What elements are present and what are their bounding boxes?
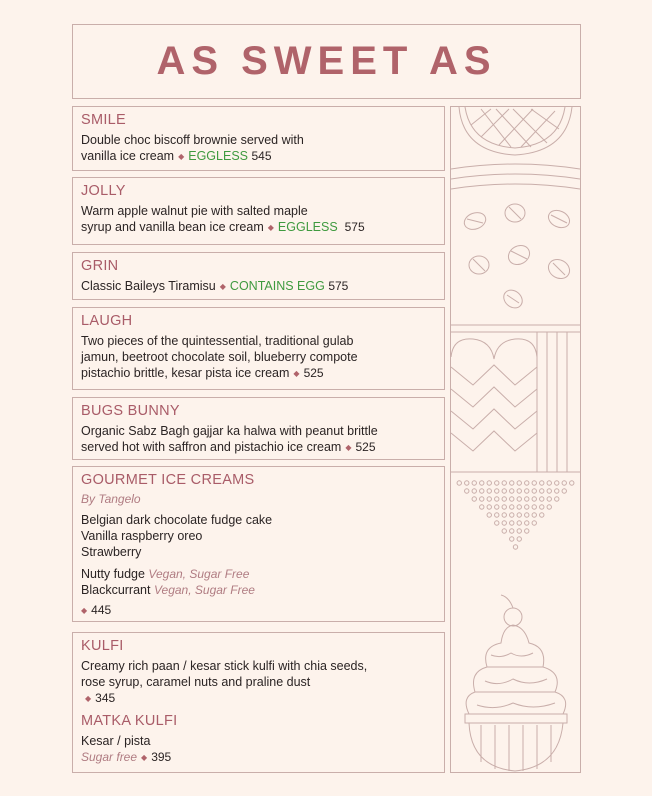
pattern-dot bbox=[502, 529, 506, 533]
pattern-dot bbox=[510, 521, 514, 525]
pattern-dot bbox=[472, 489, 476, 493]
item-name: GRIN bbox=[81, 258, 119, 274]
pattern-dot bbox=[487, 489, 491, 493]
item-price: 345 bbox=[95, 691, 116, 705]
desc-line: Kesar / pista bbox=[81, 734, 151, 748]
pattern-dot bbox=[465, 481, 469, 485]
pattern-dot bbox=[495, 521, 499, 525]
pattern-dot bbox=[495, 513, 499, 517]
menu-item-grin bbox=[72, 252, 445, 300]
pattern-dot bbox=[487, 497, 491, 501]
title-box bbox=[72, 24, 581, 99]
eggless-tag: EGGLESS bbox=[188, 149, 248, 163]
pattern-dot bbox=[502, 521, 506, 525]
pattern-dot bbox=[570, 481, 574, 485]
pattern-dot bbox=[525, 521, 529, 525]
item-desc bbox=[81, 278, 436, 295]
menu-item-jolly bbox=[72, 177, 445, 245]
pattern-dot bbox=[487, 481, 491, 485]
dessert-illustrations bbox=[451, 107, 580, 772]
vegan-flavour-list bbox=[81, 566, 436, 598]
pattern-dot bbox=[495, 505, 499, 509]
diamond-icon: ◆ bbox=[85, 694, 92, 703]
pattern-dot bbox=[517, 489, 521, 493]
pattern-dot bbox=[480, 497, 484, 501]
pattern-dot bbox=[517, 529, 521, 533]
pattern-dot bbox=[465, 489, 469, 493]
pattern-dot bbox=[517, 513, 521, 517]
desc-line: Double choc biscoff brownie served with bbox=[81, 133, 304, 147]
pattern-dot bbox=[555, 489, 559, 493]
flavour: Vanilla raspberry oreo bbox=[81, 529, 203, 543]
desc-line: pistachio brittle, kesar pista ice cream bbox=[81, 366, 290, 380]
menu-item-bugs-bunny bbox=[72, 397, 445, 460]
item-price: 545 bbox=[251, 149, 272, 163]
flavour-list bbox=[81, 512, 436, 560]
item-desc bbox=[81, 203, 436, 236]
flavour-note: Vegan, Sugar Free bbox=[153, 583, 255, 597]
menu-item-kulfi bbox=[72, 632, 445, 773]
item-price: 525 bbox=[303, 366, 324, 380]
item-name: GOURMET ICE CREAMS bbox=[81, 472, 255, 488]
pattern-dot bbox=[525, 505, 529, 509]
pattern-dot bbox=[502, 481, 506, 485]
pattern-dot bbox=[480, 505, 484, 509]
pattern-dot bbox=[517, 497, 521, 501]
diamond-icon: ◆ bbox=[141, 753, 148, 762]
pattern-dot bbox=[555, 481, 559, 485]
pattern-dot bbox=[517, 481, 521, 485]
pattern-dot bbox=[517, 505, 521, 509]
pie-icon bbox=[459, 107, 572, 155]
pattern-dot bbox=[547, 497, 551, 501]
item-name: LAUGH bbox=[81, 313, 133, 329]
ice-cream-sundae-icon bbox=[465, 595, 567, 771]
pattern-dot bbox=[510, 481, 514, 485]
pattern-dot bbox=[562, 489, 566, 493]
pattern-dot bbox=[510, 513, 514, 517]
pattern-dot bbox=[547, 505, 551, 509]
diamond-icon: ◆ bbox=[293, 369, 300, 378]
page-title: AS SWEET AS bbox=[156, 39, 497, 83]
desc-line: Warm apple walnut pie with salted maple bbox=[81, 204, 308, 218]
pattern-dot bbox=[525, 513, 529, 517]
pattern-dot bbox=[532, 521, 536, 525]
diamond-icon: ◆ bbox=[81, 606, 88, 615]
pattern-dot bbox=[510, 537, 514, 541]
zigzag-pattern bbox=[451, 332, 567, 472]
item-name: BUGS BUNNY bbox=[81, 403, 180, 419]
pattern-dot bbox=[540, 489, 544, 493]
pattern-dot bbox=[502, 513, 506, 517]
dot-pattern bbox=[457, 481, 574, 549]
pattern-dot bbox=[495, 489, 499, 493]
pattern-dot bbox=[495, 481, 499, 485]
illustration-panel bbox=[450, 106, 581, 773]
pattern-dot bbox=[510, 497, 514, 501]
pattern-dot bbox=[517, 521, 521, 525]
item-name: JOLLY bbox=[81, 183, 126, 199]
item-price: 395 bbox=[151, 750, 172, 764]
nuts-icon bbox=[462, 204, 573, 312]
item-price: 445 bbox=[91, 603, 112, 617]
pattern-dot bbox=[480, 489, 484, 493]
pattern-dot bbox=[525, 497, 529, 501]
pattern-dot bbox=[472, 497, 476, 501]
diamond-icon: ◆ bbox=[178, 152, 185, 161]
item-desc bbox=[81, 658, 436, 707]
desc-line: rose syrup, caramel nuts and praline dust bbox=[81, 675, 311, 689]
pattern-dot bbox=[510, 529, 514, 533]
pattern-dot bbox=[457, 481, 461, 485]
item-desc bbox=[81, 733, 436, 766]
pattern-dot bbox=[532, 505, 536, 509]
pattern-dot bbox=[547, 481, 551, 485]
pattern-dot bbox=[562, 481, 566, 485]
item-desc bbox=[81, 423, 436, 456]
item-byline: By Tangelo bbox=[81, 492, 141, 506]
pattern-dot bbox=[540, 481, 544, 485]
desc-line: Classic Baileys Tiramisu bbox=[81, 279, 216, 293]
menu-item-laugh bbox=[72, 307, 445, 390]
desc-line: syrup and vanilla bean ice cream bbox=[81, 220, 264, 234]
diamond-icon: ◆ bbox=[345, 443, 352, 452]
desc-line: Creamy rich paan / kesar stick kulfi with chia seeds, bbox=[81, 659, 368, 673]
item-price: 525 bbox=[355, 440, 376, 454]
menu-item-smile bbox=[72, 106, 445, 171]
sugar-free-note: Sugar free bbox=[81, 750, 138, 764]
item-name: SMILE bbox=[81, 112, 127, 128]
flavour: Blackcurrant bbox=[81, 583, 151, 597]
pattern-dot bbox=[513, 545, 517, 549]
pattern-dot bbox=[547, 489, 551, 493]
flavour: Belgian dark chocolate fudge cake bbox=[81, 513, 273, 527]
pattern-dot bbox=[540, 497, 544, 501]
item-desc bbox=[81, 333, 436, 382]
item-desc bbox=[81, 132, 436, 165]
desc-line: vanilla ice cream bbox=[81, 149, 175, 163]
pattern-dot bbox=[555, 497, 559, 501]
item-name: KULFI bbox=[81, 638, 124, 654]
pattern-dot bbox=[495, 497, 499, 501]
pattern-dot bbox=[517, 537, 521, 541]
pattern-dot bbox=[540, 513, 544, 517]
diamond-icon: ◆ bbox=[219, 282, 226, 291]
pattern-dot bbox=[472, 481, 476, 485]
flavour: Nutty fudge bbox=[81, 567, 145, 581]
pattern-dot bbox=[525, 481, 529, 485]
pattern-dot bbox=[525, 489, 529, 493]
menu-item-gourmet-ice-creams bbox=[72, 466, 445, 622]
pattern-dot bbox=[532, 481, 536, 485]
flavour-note: Vegan, Sugar Free bbox=[148, 567, 250, 581]
desc-line: Two pieces of the quintessential, traditional gulab bbox=[81, 334, 354, 348]
item-price: 575 bbox=[344, 220, 365, 234]
pattern-dot bbox=[540, 505, 544, 509]
pattern-dot bbox=[487, 513, 491, 517]
pattern-dot bbox=[502, 489, 506, 493]
diamond-icon: ◆ bbox=[267, 223, 274, 232]
item-name-matka-kulfi: MATKA KULFI bbox=[81, 713, 178, 729]
contains-egg-tag: CONTAINS EGG bbox=[229, 279, 325, 293]
pattern-dot bbox=[532, 489, 536, 493]
pattern-dot bbox=[532, 513, 536, 517]
pattern-dot bbox=[532, 497, 536, 501]
item-price: 575 bbox=[328, 279, 349, 293]
eggless-tag: EGGLESS bbox=[277, 220, 338, 234]
desc-line: served hot with saffron and pistachio ice cream bbox=[81, 440, 342, 454]
pattern-dot bbox=[525, 529, 529, 533]
flavour: Strawberry bbox=[81, 545, 142, 559]
desc-line: Organic Sabz Bagh gajjar ka halwa with peanut brittle bbox=[81, 424, 378, 438]
pattern-dot bbox=[487, 505, 491, 509]
pattern-dot bbox=[502, 505, 506, 509]
pattern-dot bbox=[510, 489, 514, 493]
desc-line: jamun, beetroot chocolate soil, blueberry compote bbox=[81, 350, 358, 364]
pattern-dot bbox=[510, 505, 514, 509]
pattern-dot bbox=[502, 497, 506, 501]
pattern-dot bbox=[480, 481, 484, 485]
